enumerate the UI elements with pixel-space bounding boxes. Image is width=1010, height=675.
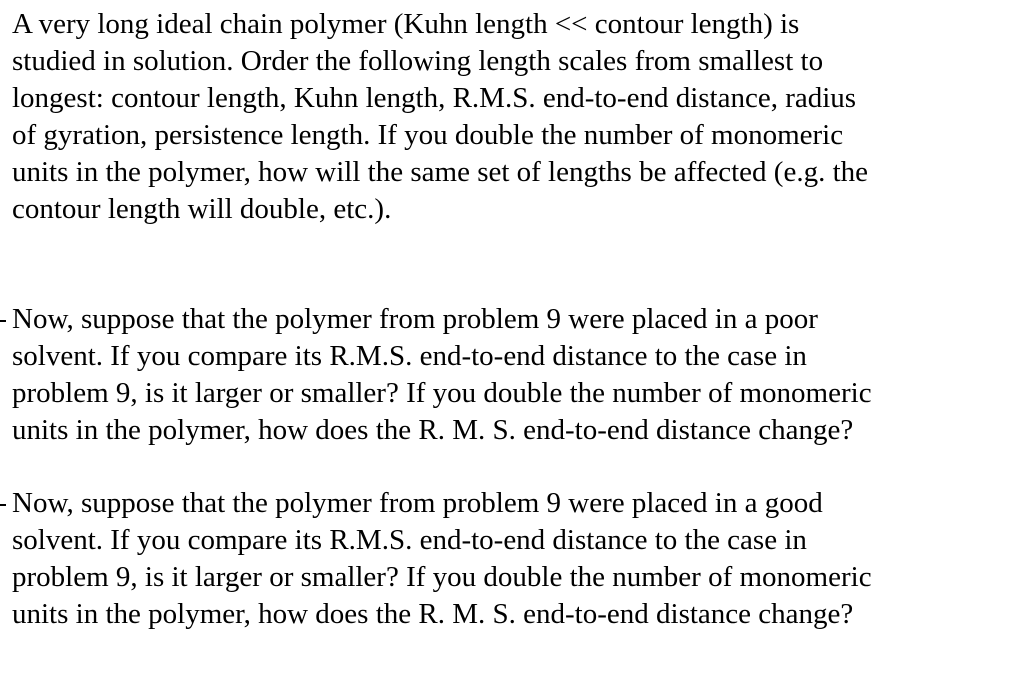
text-line: solvent. If you compare its R.M.S. end-to-end distance to the case in (12, 524, 807, 556)
text-line: problem 9, is it larger or smaller? If you double the number of monomeric (12, 561, 872, 593)
list-marker (0, 504, 6, 506)
text-line: longest: contour length, Kuhn length, R.M.S. end-to-end distance, radius (12, 82, 857, 114)
text-line: problem 9, is it larger or smaller? If you double the number of monomeric (12, 377, 872, 409)
text-line: of gyration, persistence length. If you double the number of monomeric (12, 119, 844, 151)
text-line: units in the polymer, how will the same set of lengths be affected (e.g. the (12, 156, 868, 188)
text-line: A very long ideal chain polymer (Kuhn length << contour length) is (12, 8, 800, 40)
text-line: units in the polymer, how does the R. M. S. end-to-end distance change? (12, 598, 854, 630)
text-line: Now, suppose that the polymer from problem 9 were placed in a good (12, 487, 823, 519)
text-line: contour length will double, etc.). (12, 193, 392, 225)
question-poor-solvent (12, 301, 1002, 449)
question-ideal-chain (12, 6, 1002, 228)
text-line: studied in solution. Order the following length scales from smallest to (12, 45, 824, 77)
text-line: units in the polymer, how does the R. M. S. end-to-end distance change? (12, 414, 854, 446)
question-good-solvent (12, 485, 1002, 633)
text-line: solvent. If you compare its R.M.S. end-to-end distance to the case in (12, 340, 807, 372)
list-marker (0, 320, 6, 322)
text-line: Now, suppose that the polymer from problem 9 were placed in a poor (12, 303, 818, 335)
